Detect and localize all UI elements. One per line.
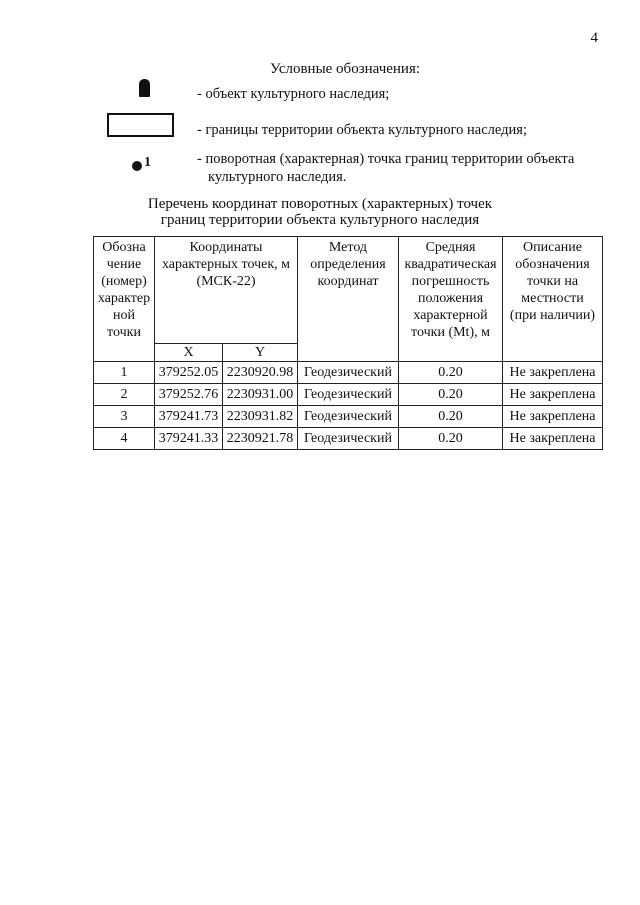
cell-description: Не закреплена [503, 384, 603, 406]
legend-item-turning-point-line2: культурного наследия. [208, 169, 347, 185]
turning-point-label: 1 [144, 155, 151, 170]
header-x: X [155, 344, 223, 362]
cell-description: Не закреплена [503, 406, 603, 428]
header-coordinates: Координаты характерных точек, м (МСК-22) [155, 237, 298, 344]
legend-item-turning-point-line1: - поворотная (характерная) точка границ территории объекта [197, 151, 575, 167]
cell-number: 1 [94, 362, 155, 384]
cell-mt: 0.20 [399, 362, 503, 384]
cell-y: 2230931.82 [223, 406, 298, 428]
list-title-line2: границ территории объекта культурного наследия [160, 212, 480, 228]
header-method: Метод определения координат [298, 237, 399, 362]
boundary-rectangle-icon [107, 113, 174, 137]
cell-description: Не закреплена [503, 428, 603, 450]
cell-x: 379252.76 [155, 384, 223, 406]
cell-description: Не закреплена [503, 362, 603, 384]
cell-method: Геодезический [298, 428, 399, 450]
cell-number: 2 [94, 384, 155, 406]
cell-mt: 0.20 [399, 428, 503, 450]
cell-number: 4 [94, 428, 155, 450]
cell-mt: 0.20 [399, 406, 503, 428]
cell-number: 3 [94, 406, 155, 428]
page-number: 4 [590, 30, 598, 46]
cell-y: 2230921.78 [223, 428, 298, 450]
legend-item-boundary: - границы территории объекта культурного наследия; [197, 122, 527, 138]
cell-method: Геодезический [298, 362, 399, 384]
legend-title: Условные обозначения: [270, 61, 421, 77]
coordinates-list-title [0, 196, 640, 228]
cell-x: 379241.33 [155, 428, 223, 450]
cell-method: Геодезический [298, 406, 399, 428]
monument-icon [139, 79, 150, 97]
cell-y: 2230931.00 [223, 384, 298, 406]
table-header-row [94, 237, 603, 344]
header-y: Y [223, 344, 298, 362]
cell-x: 379241.73 [155, 406, 223, 428]
coordinates-table [93, 236, 603, 450]
legend-item-turning-point [197, 150, 574, 186]
cell-y: 2230920.98 [223, 362, 298, 384]
cell-x: 379252.05 [155, 362, 223, 384]
table-row [94, 406, 603, 428]
table-row [94, 384, 603, 406]
header-description: Описание обозначения точки на местности (при наличии) [503, 237, 603, 362]
turning-point-icon [132, 161, 142, 171]
cell-method: Геодезический [298, 384, 399, 406]
header-mean-error: Средняя квадратическая погрешность положения характерной точки (Mt), м [399, 237, 503, 362]
header-point-number: Обозна чение (номер) характер ной точки [94, 237, 155, 362]
cell-mt: 0.20 [399, 384, 503, 406]
legend-item-monument: - объект культурного наследия; [197, 86, 390, 102]
list-title-line1: Перечень координат поворотных (характерных) точек [147, 196, 493, 212]
table-row [94, 362, 603, 384]
table-row [94, 428, 603, 450]
